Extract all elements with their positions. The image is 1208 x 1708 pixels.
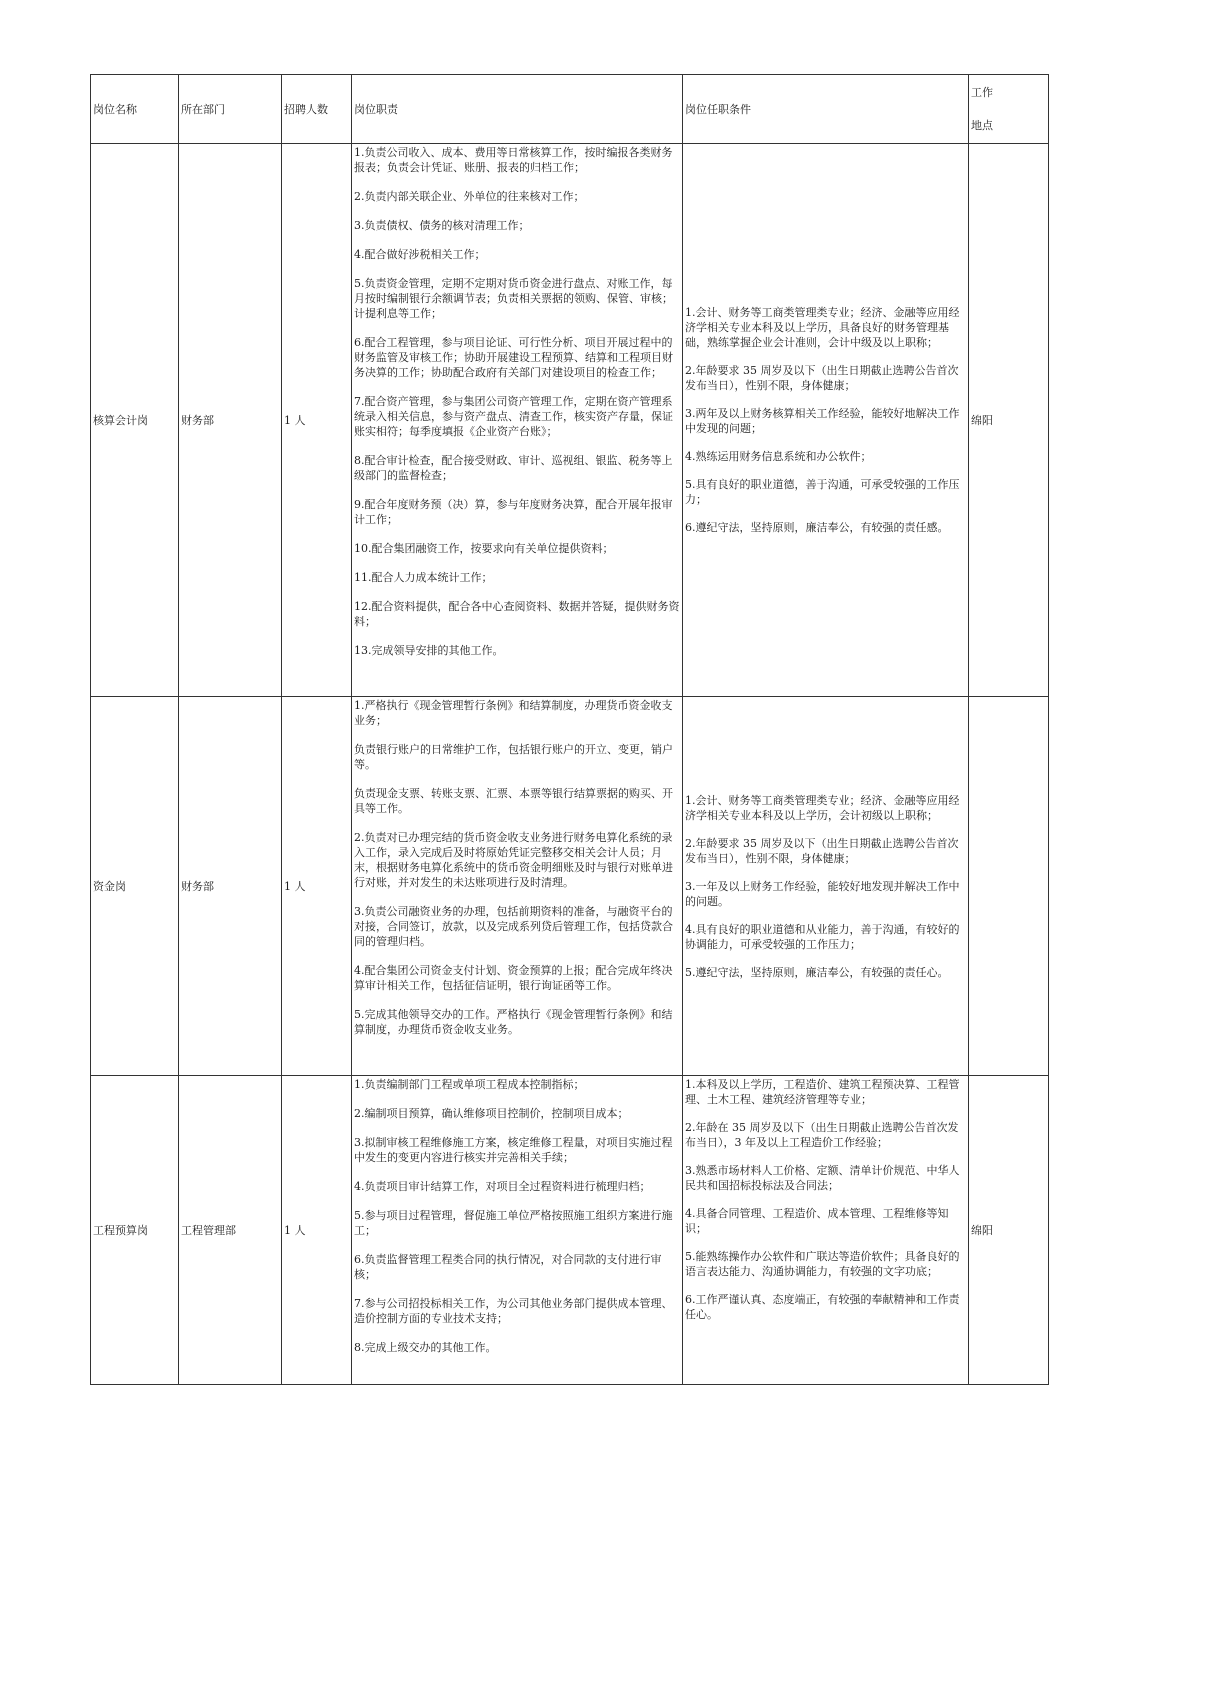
header-place-line2: 地点 bbox=[971, 119, 993, 132]
duty-item: 13.完成领导安排的其他工作。 bbox=[354, 644, 504, 657]
duties-cell bbox=[352, 697, 683, 1076]
duty-item: 12.配合资料提供，配合各中心查阅资料、数据并答疑，提供财务资料； bbox=[354, 600, 680, 628]
requirements-cell bbox=[683, 144, 969, 697]
requirement-item: 4.熟练运用财务信息系统和办公软件； bbox=[685, 450, 872, 463]
duty-item: 1.严格执行《现金管理暂行条例》和结算制度，办理货币资金收支业务； bbox=[354, 699, 673, 727]
duty-item: 1.负责公司收入、成本、费用等日常核算工作，按时编报各类财务报表；负责会计凭证、账册、报表的归档工作； bbox=[354, 146, 673, 174]
duties-cell bbox=[352, 144, 683, 697]
header-duties: 岗位职责 bbox=[352, 75, 683, 144]
header-department: 所在部门 bbox=[179, 75, 282, 144]
duty-item: 7.配合资产管理，参与集团公司资产管理工作，定期在资产管理系统录入相关信息，参与资产盘点、清查工作，核实资产存量，保证账实相符；每季度填报《企业资产台账》； bbox=[354, 395, 673, 438]
headcount-cell: 1 人 bbox=[282, 697, 352, 1076]
requirement-item: 3.一年及以上财务工作经验，能较好地发现并解决工作中的问题。 bbox=[685, 879, 960, 908]
position-cell: 资金岗 bbox=[91, 697, 179, 1076]
requirement-item: 5.遵纪守法，坚持原则，廉洁奉公，有较强的责任心。 bbox=[685, 965, 949, 979]
duty-item: 8.完成上级交办的其他工作。 bbox=[354, 1341, 497, 1354]
duties-cell bbox=[352, 1076, 683, 1385]
job-table bbox=[90, 74, 1049, 1385]
requirement-item: 4.具备合同管理、工程造价、成本管理、工程维修等知识； bbox=[685, 1207, 949, 1235]
requirement-item: 5.能熟练操作办公软件和广联达等造价软件；具备良好的语言表达能力、沟通协调能力，有较强的文字功底； bbox=[685, 1250, 960, 1278]
requirement-item: 5.具有良好的职业道德，善于沟通，可承受较强的工作压力； bbox=[685, 478, 960, 506]
header-position: 岗位名称 bbox=[91, 75, 179, 144]
requirement-item: 6.遵纪守法，坚持原则，廉洁奉公，有较强的责任感。 bbox=[685, 521, 949, 534]
duty-item: 9.配合年度财务预（决）算，参与年度财务决算，配合开展年报审计工作； bbox=[354, 498, 673, 526]
header-place-line1: 工作 bbox=[971, 86, 993, 99]
duty-item: 4.配合做好涉税相关工作； bbox=[354, 248, 486, 261]
duty-item: 负责银行账户的日常维护工作，包括银行账户的开立、变更，销户等。 bbox=[354, 743, 673, 771]
requirement-item: 1.会计、财务等工商类管理类专业；经济、金融等应用经济学相关专业本科及以上学历，会计初级以上职称； bbox=[685, 793, 960, 822]
position-cell: 核算会计岗 bbox=[91, 144, 179, 697]
duty-item: 11.配合人力成本统计工作； bbox=[354, 571, 493, 584]
duty-item: 3.负责公司融资业务的办理，包括前期资料的准备，与融资平台的对接，合同签订，放款，以及完成系列贷后管理工作，包括贷款合同的管理归档。 bbox=[354, 905, 673, 948]
requirement-item: 2.年龄要求 35 周岁及以下（出生日期截止选聘公告首次发布当日），性别不限，身体健康； bbox=[685, 364, 959, 392]
requirements-cell bbox=[683, 697, 969, 1076]
duty-item: 3.拟制审核工程维修施工方案，核定维修工程量，对项目实施过程中发生的变更内容进行核实并完善相关手续； bbox=[354, 1136, 673, 1164]
duty-item: 5.参与项目过程管理，督促施工单位严格按照施工组织方案进行施工； bbox=[354, 1209, 673, 1237]
duty-item: 4.配合集团公司资金支付计划、资金预算的上报；配合完成年终决算审计相关工作，包括征信证明，银行询证函等工作。 bbox=[354, 964, 673, 992]
duty-item: 5.负责资金管理，定期不定期对货币资金进行盘点、对账工作，每月按时编制银行余额调节表；负责相关票据的领购、保管、审核；计提利息等工作； bbox=[354, 277, 673, 320]
duty-item: 10.配合集团融资工作，按要求向有关单位提供资料； bbox=[354, 542, 614, 555]
department-cell: 财务部 bbox=[179, 144, 282, 697]
header-place bbox=[969, 75, 1049, 144]
requirement-item: 3.两年及以上财务核算相关工作经验，能较好地解决工作中发现的问题； bbox=[685, 407, 960, 435]
requirement-item: 3.熟悉市场材料人工价格、定额、清单计价规范、中华人民共和国招标投标法及合同法； bbox=[685, 1164, 960, 1192]
place-cell: 绵阳 bbox=[969, 1076, 1049, 1385]
department-cell: 财务部 bbox=[179, 697, 282, 1076]
header-row bbox=[91, 75, 1049, 144]
table-row bbox=[91, 697, 1049, 1076]
requirement-item: 4.具有良好的职业道德和从业能力，善于沟通，有较好的协调能力，可承受较强的工作压力； bbox=[685, 922, 960, 951]
requirement-item: 1.本科及以上学历，工程造价、建筑工程预决算、工程管理、土木工程、建筑经济管理等专业； bbox=[685, 1078, 960, 1106]
headcount-cell: 1 人 bbox=[282, 1076, 352, 1385]
requirement-item: 1.会计、财务等工商类管理类专业；经济、金融等应用经济学相关专业本科及以上学历，具备良好的财务管理基础，熟练掌握企业会计准则，会计中级及以上职称； bbox=[685, 306, 960, 349]
department-cell: 工程管理部 bbox=[179, 1076, 282, 1385]
place-cell bbox=[969, 697, 1049, 1076]
requirement-item: 2.年龄要求 35 周岁及以下（出生日期截止选聘公告首次发布当日），性别不限，身体健康； bbox=[685, 836, 959, 865]
requirement-item: 6.工作严谨认真、态度端正，有较强的奉献精神和工作责任心。 bbox=[685, 1293, 960, 1321]
duty-item: 1.负责编制部门工程或单项工程成本控制指标； bbox=[354, 1078, 585, 1091]
duty-item: 6.负责监督管理工程类合同的执行情况，对合同款的支付进行审核； bbox=[354, 1253, 662, 1281]
duty-item: 8.配合审计检查，配合接受财政、审计、巡视组、银监、税务等上级部门的监督检查； bbox=[354, 454, 673, 482]
table-row bbox=[91, 144, 1049, 697]
duty-item: 6.配合工程管理，参与项目论证、可行性分析、项目开展过程中的财务监管及审核工作；协助开展建设工程预算、结算和工程项目财务决算的工作；协助配合政府有关部门对建设项目的检查工作； bbox=[354, 336, 673, 379]
duty-item: 7.参与公司招投标相关工作，为公司其他业务部门提供成本管理、造价控制方面的专业技术支持； bbox=[354, 1297, 673, 1325]
duty-item: 负责现金支票、转账支票、汇票、本票等银行结算票据的购买、开具等工作。 bbox=[354, 787, 673, 815]
duty-item: 3.负责债权、债务的核对清理工作； bbox=[354, 219, 530, 232]
position-cell: 工程预算岗 bbox=[91, 1076, 179, 1385]
duty-item: 5.完成其他领导交办的工作。严格执行《现金管理暂行条例》和结算制度，办理货币资金收支业务。 bbox=[354, 1008, 673, 1036]
header-requirements: 岗位任职条件 bbox=[683, 75, 969, 144]
duty-item: 2.负责对已办理完结的货币资金收支业务进行财务电算化系统的录入工作，录入完成后及时将原始凭证完整移交相关会计人员；月末，根据财务电算化系统中的货币资金明细账及时与银行对账单进行对账，并对发生的未达账项进行及时清理。 bbox=[354, 831, 673, 889]
headcount-cell: 1 人 bbox=[282, 144, 352, 697]
requirement-item: 2.年龄在 35 周岁及以下（出生日期截止选聘公告首次发布当日），3 年及以上工程造价工作经验； bbox=[685, 1121, 959, 1149]
duty-item: 2.编制项目预算，确认维修项目控制价，控制项目成本； bbox=[354, 1107, 629, 1120]
requirements-cell bbox=[683, 1076, 969, 1385]
table-row bbox=[91, 1076, 1049, 1385]
header-headcount: 招聘人数 bbox=[282, 75, 352, 144]
duty-item: 4.负责项目审计结算工作，对项目全过程资料进行梳理归档； bbox=[354, 1180, 651, 1193]
duty-item: 2.负责内部关联企业、外单位的往来核对工作； bbox=[354, 190, 585, 203]
place-cell: 绵阳 bbox=[969, 144, 1049, 697]
